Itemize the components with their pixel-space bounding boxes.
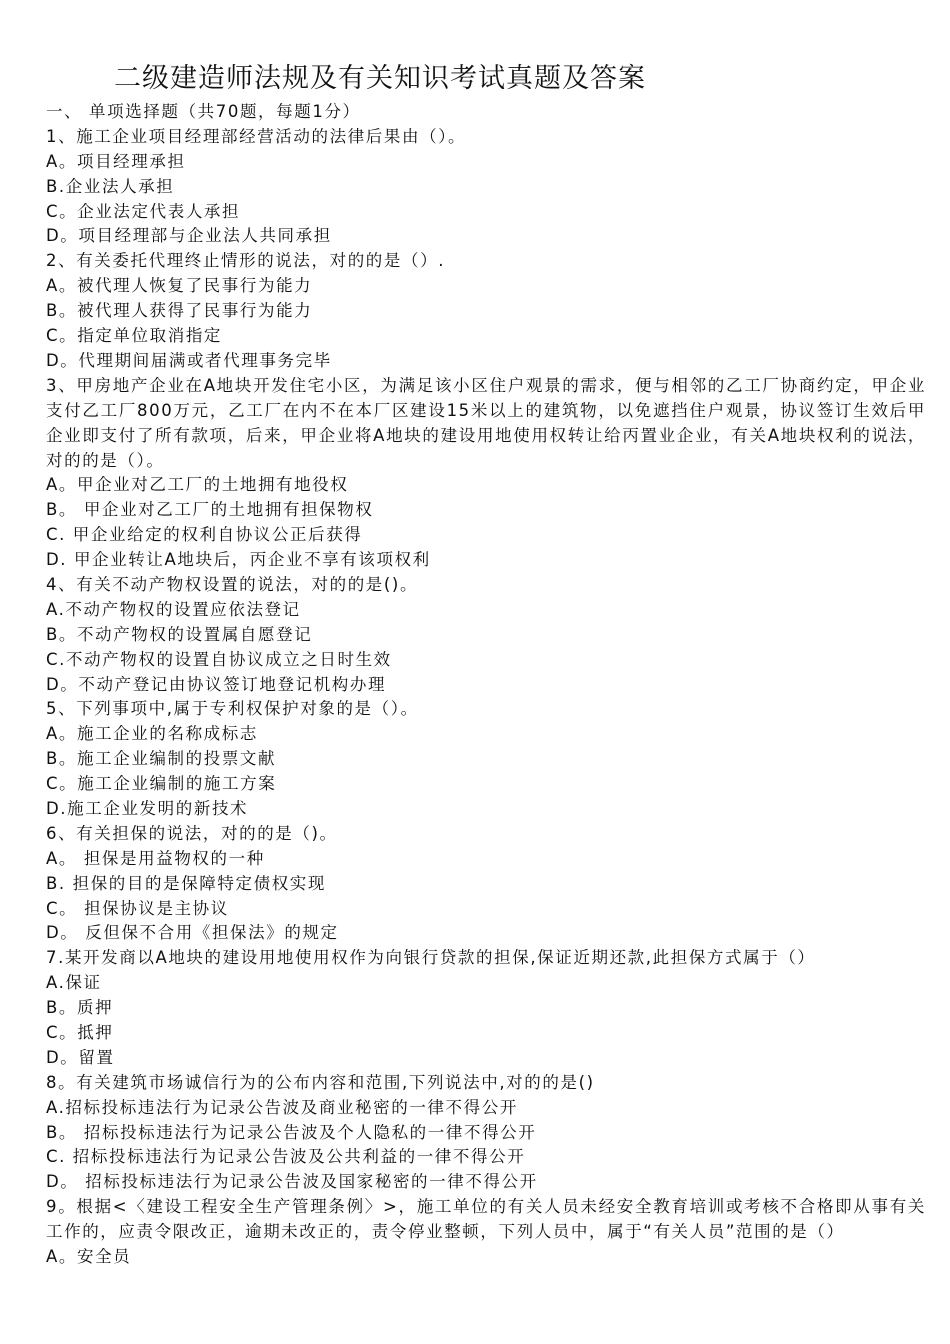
section-heading: 一、 单项选择题（共70题，每题1分） bbox=[46, 102, 361, 121]
option-line: A.保证 bbox=[46, 973, 102, 993]
question-5: 5、下列事项中,属于专利权保护对象的是（）。 bbox=[46, 699, 419, 719]
option-line: A。被代理人恢复了民事行为能力 bbox=[46, 276, 313, 296]
option-line: C。施工企业编制的施工方案 bbox=[46, 774, 277, 794]
option-line: B.企业法人承担 bbox=[46, 176, 175, 196]
option-line: C.不动产物权的设置自协议成立之日时生效 bbox=[46, 649, 392, 669]
option-line: D。项目经理部与企业法人共同承担 bbox=[46, 226, 332, 246]
question-1: 1、施工企业项目经理部经营活动的法律后果由（）。 bbox=[46, 126, 467, 146]
question-8: 8。有关建筑市场诚信行为的公布内容和范围,下列说法中,对的的是() bbox=[46, 1072, 595, 1092]
option-line: C。企业法定代表人承担 bbox=[46, 201, 241, 221]
option-line: B。 甲企业对乙工厂的土地拥有担保物权 bbox=[46, 500, 374, 520]
option-line: D.施工企业发明的新技术 bbox=[46, 799, 249, 818]
option-line: A。甲企业对乙工厂的土地拥有地役权 bbox=[46, 475, 349, 495]
option-line: B。质押 bbox=[46, 998, 114, 1018]
option-line: D。留置 bbox=[46, 1047, 115, 1067]
option-line: A。施工企业的名称成标志 bbox=[46, 724, 258, 744]
question-6: 6、有关担保的说法，对的的是（)。 bbox=[46, 823, 338, 843]
document-title: 二级建造师法规及有关知识考试真题及答案 bbox=[114, 63, 646, 94]
option-line: A。 担保是用益物权的一种 bbox=[46, 848, 265, 868]
option-line: C. 甲企业给定的权利自协议公正后获得 bbox=[46, 525, 363, 545]
option-line: B。不动产物权的设置属自愿登记 bbox=[46, 624, 313, 644]
question-9: 9。根据<〈建设工程安全生产管理条例〉>，施工单位的有关人员未经安全教育培训或考核不合格即从事有关工作的，应责令限改正，逾期未改正的，责令停业整顿，下列人员中，属于“有关人员”范围的是（） bbox=[46, 1197, 926, 1242]
question-2: 2、有关委托代理终止情形的说法，对的的是（）. bbox=[46, 251, 446, 271]
option-line: B。 招标投标违法行为记录公告波及个人隐私的一律不得公开 bbox=[46, 1122, 537, 1142]
question-7: 7.某开发商以A地块的建设用地使用权作为向银行贷款的担保,保证近期还款,此担保方式属于（） bbox=[46, 948, 816, 968]
option-line: D。不动产登记由协议签订地登记机构办理 bbox=[46, 674, 387, 694]
option-line: A。安全员 bbox=[46, 1247, 132, 1267]
option-line: B。被代理人获得了民事行为能力 bbox=[46, 301, 313, 321]
option-line: D。代理期间届满或者代理事务完毕 bbox=[46, 350, 332, 370]
option-line: C。 担保协议是主协议 bbox=[46, 898, 229, 918]
question-4: 4、有关不动产物权设置的说法，对的的是()。 bbox=[46, 574, 419, 594]
question-3: 3、甲房地产企业在A地块开发住宅小区，为满足该小区住户观景的需求，便与相邻的乙工厂协商约定，甲企业支付乙工厂800万元，乙工厂在内不在本厂区建设15米以上的建筑物，以免遮挡住户观景，协议签订生效后甲企业即支付了所有款项，后来，甲企业将A地块的建设用地使用权转让给丙置业企业，有关A地块权利的说法，对的的是（）。 bbox=[46, 375, 926, 470]
option-line: C。抵押 bbox=[46, 1023, 114, 1043]
option-line: B. 担保的目的是保障特定债权实现 bbox=[46, 873, 327, 893]
document-body bbox=[46, 100, 926, 1270]
option-line: A.招标投标违法行为记录公告波及商业秘密的一律不得公开 bbox=[46, 1097, 518, 1117]
option-line: C。指定单位取消指定 bbox=[46, 326, 223, 346]
option-line: A。项目经理承担 bbox=[46, 151, 186, 171]
option-line: A.不动产物权的设置应依法登记 bbox=[46, 599, 301, 619]
option-line: C. 招标投标违法行为记录公告波及公共利益的一律不得公开 bbox=[46, 1147, 526, 1167]
option-line: D。 招标投标违法行为记录公告波及国家秘密的一律不得公开 bbox=[46, 1172, 538, 1192]
option-line: D。 反但保不合用《担保法》的规定 bbox=[46, 923, 339, 943]
option-line: B。施工企业编制的投票文献 bbox=[46, 749, 277, 769]
option-line: D. 甲企业转让A地块后，丙企业不享有该项权利 bbox=[46, 550, 431, 570]
